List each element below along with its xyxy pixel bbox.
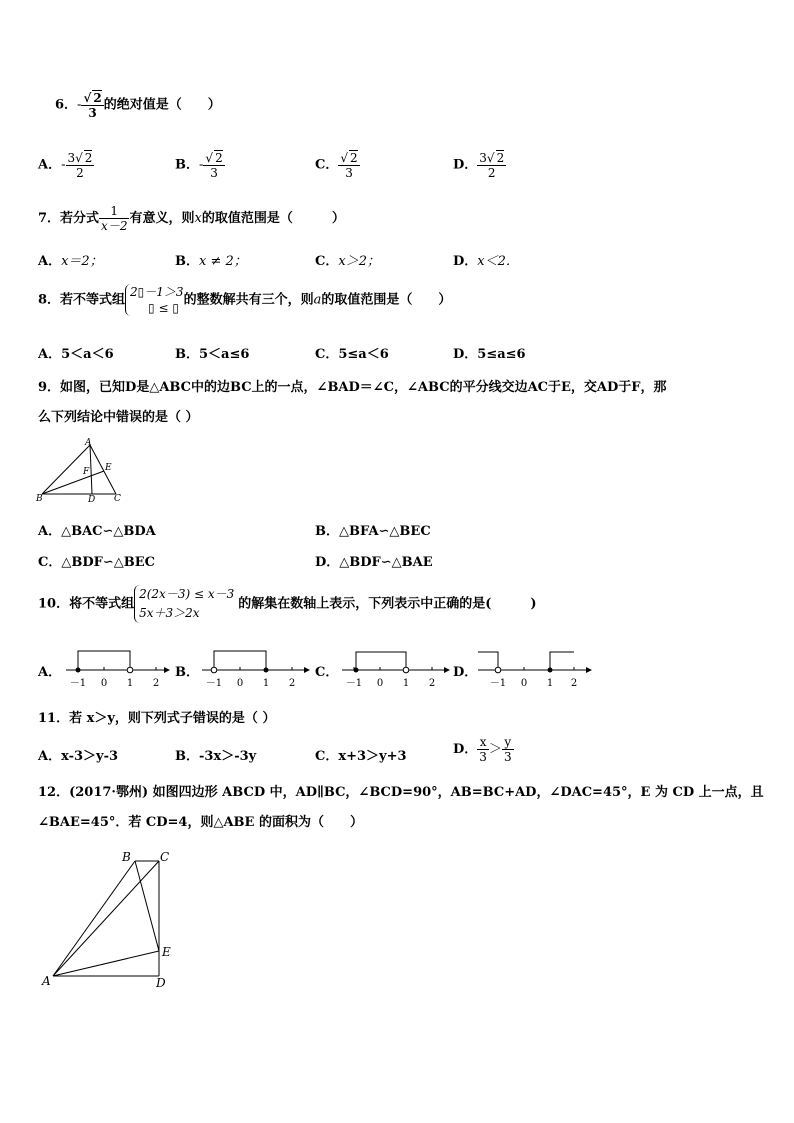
q7-option-b[interactable]: B．x ≠ 2；	[175, 254, 247, 269]
svg-text:0: 0	[236, 678, 244, 689]
q11-option-c[interactable]: C．x+3＞y+3	[315, 749, 407, 764]
q6-option-d[interactable]: D． $\frac{3√ 2}{2}$	[453, 151, 505, 180]
q11-option-d[interactable]: D． $\frac{x}{3}$ ＞ $\frac{y}{3}$	[453, 735, 512, 764]
q12-stem-line1: 12．(2017·鄂州) 如图四边形 ABCD 中，AD∥BC，∠BCD=90°，AB=BC+AD，∠DAC=45°，E 为 CD 上一点，且	[38, 785, 764, 800]
q12-label-b: B	[122, 850, 131, 864]
q9-label-a: A	[85, 438, 92, 448]
q6-option-c[interactable]: C． $\frac{√ 2}{3}$	[315, 151, 358, 180]
q7-option-d[interactable]: D．x＜2．	[453, 254, 519, 269]
svg-text:0: 0	[520, 678, 528, 689]
q6-fraction: $\frac{√ 2}{3}$	[83, 91, 102, 120]
svg-text:0: 0	[376, 678, 384, 689]
q6-stem: 6．- $\frac{√ 2}{3}$ 的绝对值是（ ）	[55, 91, 221, 120]
svg-text:2: 2	[288, 678, 296, 689]
q11-option-b[interactable]: B．-3x＞-3y	[175, 749, 257, 764]
svg-text:2: 2	[428, 678, 436, 689]
q10-option-c[interactable]: C．	[315, 665, 339, 680]
q8-option-d[interactable]: D．5≤a≤6	[453, 347, 526, 362]
q7-option-a[interactable]: A．x＝2；	[38, 254, 103, 269]
q11-option-a[interactable]: A．x-3＞y-3	[38, 749, 119, 764]
svg-text:1: 1	[546, 678, 554, 689]
svg-text:－1: －1	[489, 678, 507, 689]
q9-label-f: F	[83, 467, 90, 477]
q12-label-d: D	[156, 976, 166, 990]
q9-option-a[interactable]: A．△BAC∽△BDA	[38, 524, 156, 539]
q8-inequality-system: 2▯－1＞3 ▯ ≤ ▯	[125, 284, 184, 316]
svg-text:1: 1	[126, 678, 134, 689]
svg-text:1: 1	[262, 678, 270, 689]
q6-stem-suffix: 的绝对值是（ ）	[103, 97, 221, 113]
q9-label-b: B	[36, 494, 43, 504]
q12-quadrilateral-figure	[38, 845, 178, 995]
q7-fraction: $\frac{1}{x-2}$	[101, 204, 128, 233]
q9-label-d: D	[88, 495, 96, 504]
q9-triangle-figure	[34, 436, 126, 504]
q6-option-b[interactable]: B．- $\frac{√ 2}{3}$	[175, 151, 223, 180]
svg-text:－1: －1	[69, 678, 87, 689]
svg-text:－1: －1	[345, 678, 363, 689]
q10-numberline-d[interactable]	[474, 648, 592, 690]
q7-option-c[interactable]: C．x＞2；	[315, 254, 380, 269]
q8-option-c[interactable]: C．5≤a＜6	[315, 347, 389, 362]
q10-option-a[interactable]: A．	[38, 665, 62, 680]
q9-stem-line2: 么下列结论中错误的是（ ）	[38, 410, 199, 425]
q6-option-a[interactable]: A．- $\frac{3√ 2}{2}$	[38, 151, 93, 180]
q8-option-b[interactable]: B．5＜a≤6	[175, 347, 250, 362]
svg-text:2: 2	[152, 678, 160, 689]
q6-number: 6．	[55, 97, 78, 113]
q9-option-d[interactable]: D．△BDF∽△BAE	[315, 555, 433, 570]
q9-label-e: E	[105, 463, 112, 473]
q12-stem-line2: ∠BAE=45°．若 CD=4，则△ABE 的面积为（ ）	[38, 815, 363, 830]
svg-text:－1: －1	[205, 678, 223, 689]
q10-numberline-c[interactable]	[336, 648, 450, 690]
svg-text:2: 2	[570, 678, 578, 689]
q10-numberline-b[interactable]	[196, 648, 310, 690]
q10-option-b[interactable]: B．	[175, 665, 199, 680]
q9-option-b[interactable]: B．△BFA∽△BEC	[315, 524, 431, 539]
q10-inequality-system: 2(2x－3) ≤ x－3 5x＋3＞2x	[134, 585, 234, 623]
q10-option-d[interactable]: D．	[453, 665, 478, 680]
svg-text:0: 0	[100, 678, 108, 689]
q7-stem: 7．若分式 $\frac{1}{x-2}$ 有意义，则x的取值范围是（ ）	[38, 204, 345, 233]
q9-option-c[interactable]: C．△BDF∽△BEC	[38, 555, 155, 570]
q8-stem: 8．若不等式组 2▯－1＞3 ▯ ≤ ▯ 的整数解共有三个，则a的取值范围是（ ）	[38, 285, 452, 315]
q12-label-e: E	[162, 945, 171, 959]
q8-option-a[interactable]: A．5＜a＜6	[38, 347, 114, 362]
q10-numberline-a[interactable]	[60, 648, 170, 690]
q12-label-a: A	[42, 974, 51, 988]
q11-stem: 11．若 x＞y，则下列式子错误的是（ ）	[38, 711, 276, 726]
q10-stem: 10．将不等式组 2(2x－3) ≤ x－3 5x＋3＞2x 的解集在数轴上表示，下列表示中正确的是( )	[38, 585, 537, 623]
q12-label-c: C	[160, 850, 170, 864]
q9-stem-line1: 9．如图，已知D是△ABC中的边BC上的一点，∠BAD＝∠C，∠ABC的平分线交边AC于E，交AD于F，那	[38, 380, 667, 395]
q9-label-c: C	[114, 494, 121, 504]
svg-text:1: 1	[402, 678, 410, 689]
